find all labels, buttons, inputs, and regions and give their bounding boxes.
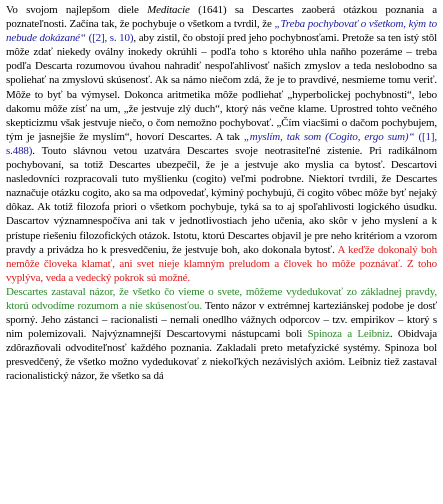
paragraph-1-run: ([1], s.488) [6, 130, 437, 157]
paragraph-1-run: ([2], s. 10) [85, 32, 134, 45]
paragraph-1-run: , aby zistil, čo obstojí pred jeho pochybnosťami. Pretože sa ten istý stôl môže zdať niekedy oválny inokedy okrúhli – podľa toho s ktorého uhla naňho pozeráme – treba podľa Descarta rozumovou úvahou nahradiť nespoľahlivosť našich zmyslov a teda neslobodno sa spoliehať na zmyslovú skúsenosť. Ak sa námo niečom zdá, že je to pravdivé, nesmieme tomu veriť. Môže to byť ba výmysel. Dokonca aritmetika môže podliehať „hyperbolickej pochybnosti“, lebo dakomu môže zísť na um, „že jestvuje zlý duch“, ktorý nás večne klame. Uprostred tohto večného skepticizmu však jestvuje niečo, o čom nemožno pochybovať. „Čím viacšimi o dačom pochybujem, tým je jasnejšie že myslím“, hovorí Descartes. A tak [6, 32, 438, 143]
paragraph-2-run: Tento názor v extrémnej karteziánskej podobe je dosť sporný. Jeho zástanci – racionalisti – nemali onedlho vážnych odporcov – tzv. empirikov – ktorý s nim polemizovali. Najvýznamnejší Descartovymi nástupcami boli [6, 299, 438, 341]
document-page [6, 3, 437, 384]
paragraph-descartes-rationalism [6, 285, 437, 384]
paragraph-1-run: (1641) sa Descartes zaoberá otázkou poznania a poznateľnosti. Začína tak, že pochybuje o všetkom a tvrdil, že [6, 4, 437, 31]
paragraph-2-run: Descartes zastaval názor, že všetko čo vieme o svete, môžeme vydedukovať zo základnej pravdy, ktorú odvodíme rozumom a nie skúsenosťou. [6, 285, 437, 312]
paragraph-1-run: A keďže dokonalý boh nemôže človeka klamať, ani svet nieje klamným preludom a človek ho môže poznávať. Z toho vyplýva, veda a vedecký pokrok sú možné. [6, 243, 437, 284]
paragraph-2-run: . Obidvaja zdôrazňovali odvoditeľnosť každého poznania. Zakladali preto metafyzické systémy. Spinoza bol presvedčený, že všetko možno vydedukovať z niekoľkých nezávislých axióm. Leibniz tiež zastaval racionalistický názor, že všetko sa dá [6, 328, 437, 383]
paragraph-2-run: Spinoza a Leibniz [307, 328, 390, 341]
paragraph-1-run: „myslím, tak som (Cogito, ergo sum)“ [243, 130, 415, 143]
paragraph-1-run: . Touto slávnou vetou uzatvára Descartes svoje neotrasiteľné zistenie. Pri radikálnom pochybovaní, sa totiž Descartes ubezpečil, že je a jestvuje ako myslia ca bytosť. Descartovi nasledovníci rozpracovali tuto myšlienku (cogito) veľmi podrobne. Niektorí tvrdili, že Descartes naznačuje otázku cogito, ako sa ma odpovedať, kýminý pochybujú, či cogito vôbec môže byť nejaký dôkaz. Ak totiž filozofa priori o všetkom pochybuje, tyká sa to aj spoľahlivosti logického úsudku. Dascartov významnespočíva ani tak v jednotlivostiach jeho učenia, ako skôr v jeho myslení a k prístupe riešeniu filozofických otázok. Istotu, ktorú Descartes objavil je pre neho kritériom a vzorom pravdy a privádza ho k presvedčeniu, že jestvuje boh, ako dokonala bytosť. [6, 144, 437, 256]
paragraph-1-run: Vo svojom najlepšom diele [6, 4, 148, 16]
paragraph-1-run: Meditacie [147, 4, 190, 16]
paragraph-1-run: „Treba pochybovať o všetkom, kým to nebude dokázané“ [6, 18, 437, 45]
paragraph-descartes-meditations [6, 3, 437, 285]
